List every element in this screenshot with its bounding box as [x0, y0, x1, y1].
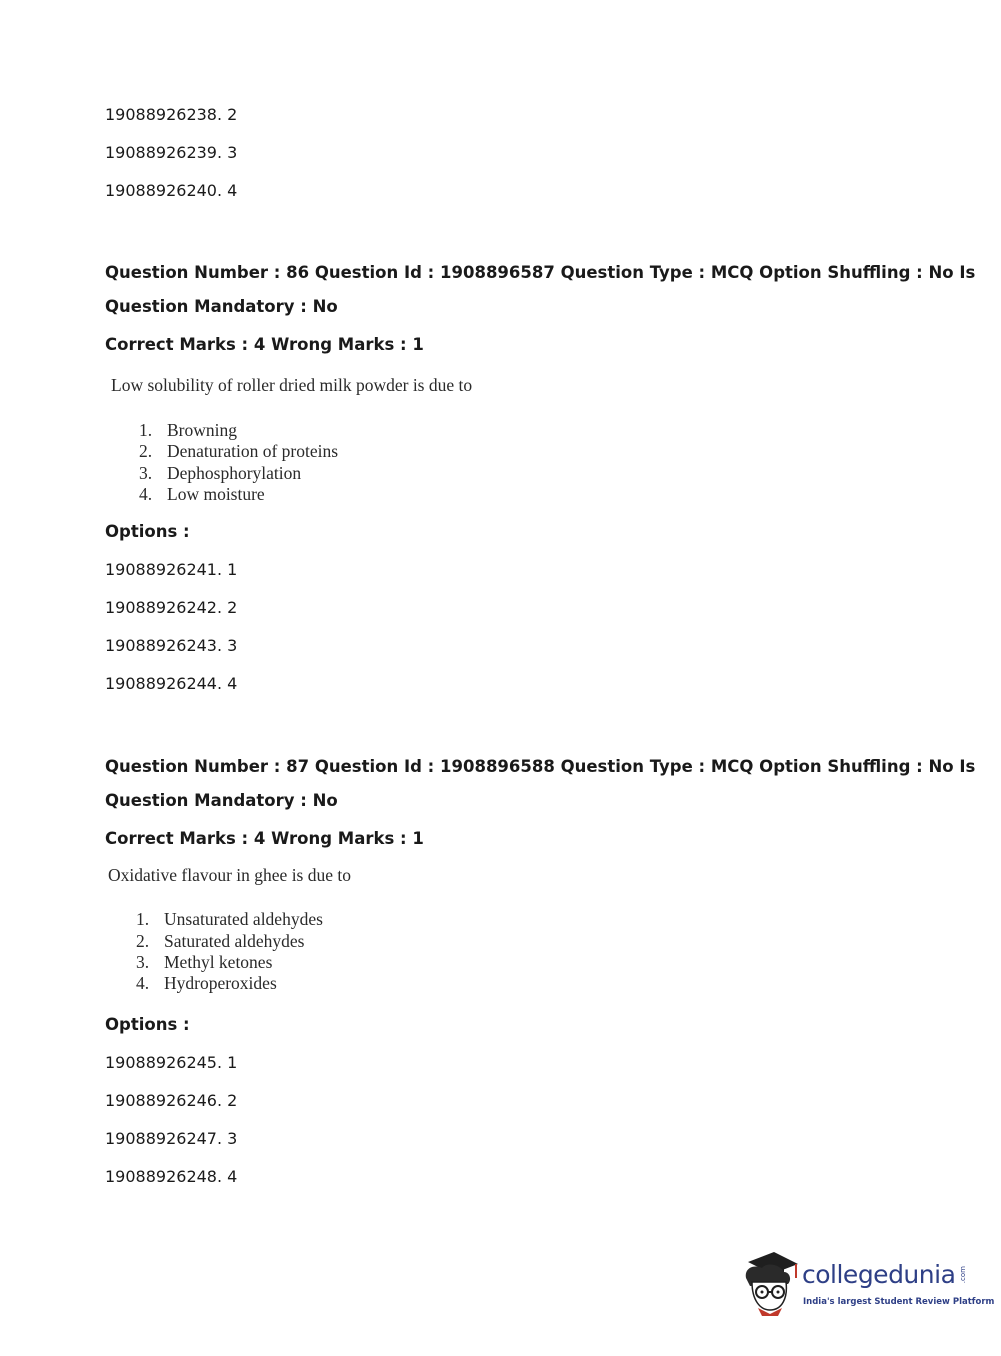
option-line: 19088926238. 2 — [105, 105, 238, 124]
choice-number: 3. — [139, 463, 153, 483]
mascot-icon — [740, 1248, 800, 1318]
collegedunia-logo — [740, 1248, 995, 1318]
question-marks: Correct Marks : 4 Wrong Marks : 1 — [105, 829, 424, 848]
choice-text: Low moisture — [167, 484, 265, 504]
choice-item — [136, 909, 323, 930]
choice-item — [139, 463, 301, 484]
choice-item — [139, 420, 237, 441]
question-mandatory: Question Mandatory : No — [105, 791, 338, 810]
choice-text: Browning — [167, 420, 237, 440]
choice-item — [136, 931, 304, 952]
logo-tagline: India's largest Student Review Platform — [803, 1297, 995, 1307]
question-marks: Correct Marks : 4 Wrong Marks : 1 — [105, 335, 424, 354]
choice-number: 1. — [139, 420, 153, 440]
option-line: 19088926246. 2 — [105, 1091, 238, 1110]
option-line: 19088926239. 3 — [105, 143, 238, 162]
question-header: Question Number : 87 Question Id : 1908896588 Question Type : MCQ Option Shuffling : No Is — [105, 757, 976, 776]
question-header: Question Number : 86 Question Id : 1908896587 Question Type : MCQ Option Shuffling : No Is — [105, 263, 976, 282]
choice-text: Unsaturated aldehydes — [164, 909, 323, 929]
logo-suffix: .com — [959, 1266, 967, 1284]
question-text: Low solubility of roller dried milk powder is due to — [111, 375, 473, 395]
choice-number: 3. — [136, 952, 150, 972]
logo-wordmark: collegedunia — [802, 1260, 956, 1289]
choice-item — [139, 441, 338, 462]
choice-text: Hydroperoxides — [164, 973, 277, 993]
option-line: 19088926241. 1 — [105, 560, 238, 579]
question-mandatory: Question Mandatory : No — [105, 297, 338, 316]
choice-text: Saturated aldehydes — [164, 931, 305, 951]
option-line: 19088926243. 3 — [105, 636, 238, 655]
options-label: Options : — [105, 1015, 190, 1034]
question-text: Oxidative flavour in ghee is due to — [108, 865, 351, 885]
choice-number: 4. — [136, 973, 150, 993]
choice-number: 1. — [136, 909, 150, 929]
option-line: 19088926240. 4 — [105, 181, 238, 200]
choice-text: Dephosphorylation — [167, 463, 302, 483]
option-line: 19088926247. 3 — [105, 1129, 238, 1148]
options-label: Options : — [105, 522, 190, 541]
choice-number: 2. — [136, 931, 150, 951]
option-line: 19088926242. 2 — [105, 598, 238, 617]
option-line: 19088926244. 4 — [105, 674, 238, 693]
choice-text: Denaturation of proteins — [167, 441, 339, 461]
choice-item — [136, 973, 277, 994]
choice-number: 4. — [139, 484, 153, 504]
choice-item — [139, 484, 265, 505]
option-line: 19088926245. 1 — [105, 1053, 238, 1072]
choice-number: 2. — [139, 441, 153, 461]
option-line: 19088926248. 4 — [105, 1167, 238, 1186]
choice-item — [136, 952, 272, 973]
choice-text: Methyl ketones — [164, 952, 273, 972]
